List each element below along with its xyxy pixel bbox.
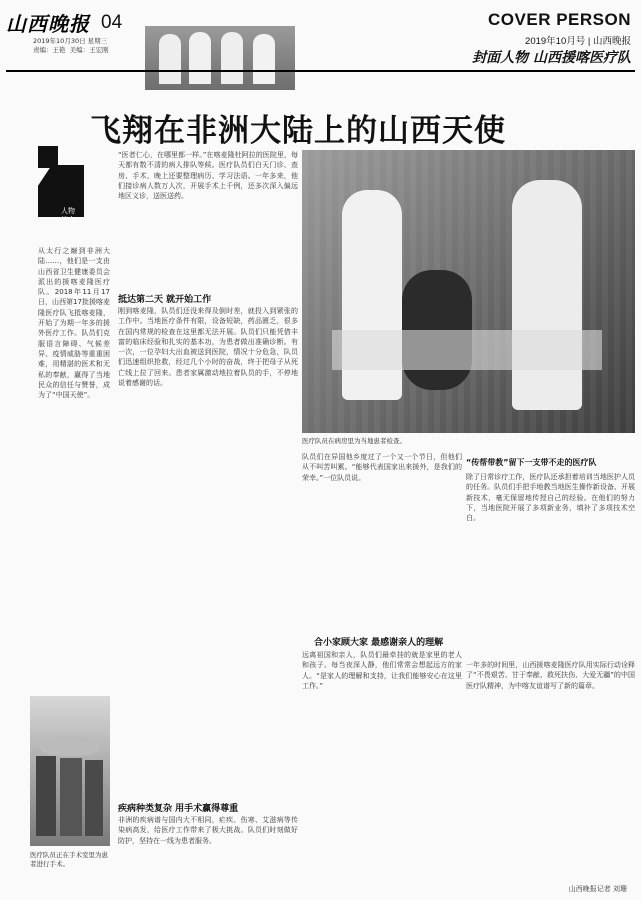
surgery-photo [30, 696, 110, 846]
surgery-photo-caption: 医疗队员正在手术室里为患者进行手术。 [30, 851, 108, 868]
headline: 飞翔在非洲大陆上的山西天使 [90, 113, 506, 149]
col2-section-heading-2: 疾病种类复杂 用手术赢得尊重 [118, 804, 239, 814]
col2-top-text: “医者仁心，在哪里都一样。”在喀麦隆杜阿拉的医院里，每天都有数不清的病人排队等候。医疗队员们白天门诊、查房、手术，晚上还要整理病历、学习法语。一年多来，他们接诊病人数万人次，开展手术上千例，还多次深入偏远地区义诊，送医送药。 [118, 151, 298, 201]
masthead: 山西晚报 [6, 12, 90, 36]
intro-text: 从太行之巅到非洲大陆……，他们是一支由山西省卫生健康委员会派出的援喀麦隆医疗队。2018年11月17日，山西第17批援喀麦隆医疗队飞抵喀麦隆，开始了为期一年多的援外医疗工作。队员们克服语言障碍、气候差异、疫情威胁等重重困难，用精湛的医术和无私的奉献，赢得了当地民众的信任与赞誉，成为了“中国天使”。 [38, 247, 110, 400]
col3-top-text: 队员们在异国他乡度过了一个又一个节日，但他们从不叫苦叫累。“能够代表国家出来援外，是我们的荣幸。”一位队员说。 [302, 453, 462, 482]
main-photo [302, 150, 635, 433]
quote-mark-dot [38, 146, 58, 168]
byline-footer: 山西晚报记者 刘珊 [568, 885, 627, 893]
main-photo-caption: 医疗队员在病房里为当地患者检查。 [302, 437, 406, 445]
header-divider [6, 70, 635, 72]
intro-label: 人物 简介 [61, 207, 75, 224]
col2-bottom-text: 非洲的疾病谱与国内大不相同，疟疾、伤寒、艾滋病等传染病高发，给医疗工作带来了极大挑战。队员们时刻做好防护，坚持在一线为患者服务。 [118, 816, 298, 845]
col2-mid-text: 刚到喀麦隆，队员们还没来得及倒时差，就投入到紧张的工作中。当地医疗条件有限，设备短缺，药品匮乏，很多在国内常规的检查在这里都无法开展。队员们只能凭借丰富的临床经验和扎实的基本功，为患者做出准确诊断。有一次，一位孕妇大出血被送到医院，情况十分危急，队员们迅速组织抢救，经过几个小时的奋战，终于把母子从死亡线上拉了回来。患者家属激动地拉着队员的手，不停地说着感谢的话。 [118, 307, 298, 388]
col4-bottom-text: 一年多的时间里，山西援喀麦隆医疗队用实际行动诠释了“不畏艰苦、甘于奉献、救死扶伤、大爱无疆”的中国医疗队精神，为中喀友谊谱写了新的篇章。 [466, 661, 635, 690]
issue-date-right: 2019年10月号 | 山西晚报 [525, 36, 631, 47]
page-number: 04 [101, 12, 123, 33]
col3-section-heading-2: 合小家顾大家 最感谢亲人的理解 [314, 638, 444, 648]
team-photo [145, 26, 295, 90]
cover-person-title: COVER PERSON [488, 10, 631, 29]
issue-meta-1: 2019年10月30日 星期三 [33, 37, 108, 45]
col2-section-heading-1: 抵达第二天 就开始工作 [118, 295, 212, 305]
section-subtitle: 封面人物 山西援喀医疗队 [472, 50, 631, 66]
issue-meta-2: 责编：王艳 美编：王宏刚 [33, 46, 109, 54]
col3-section-heading-1: “传帮带教”留下一支带不走的医疗队 [466, 458, 597, 467]
col3-mid-text: 除了日常诊疗工作，医疗队还承担着培训当地医护人员的任务。队员们手把手地教当地医生操作新设备、开展新技术，毫无保留地传授自己的经验。在他们的努力下，当地医院开展了多项新业务，填补了多项技术空白。 [466, 473, 635, 523]
col3-bottom-text: 远离祖国和亲人，队员们最牵挂的就是家里的老人和孩子。每当夜深人静，他们常常会想起远方的家人。“是家人的理解和支持，让我们能够安心在这里工作。” [302, 651, 462, 690]
